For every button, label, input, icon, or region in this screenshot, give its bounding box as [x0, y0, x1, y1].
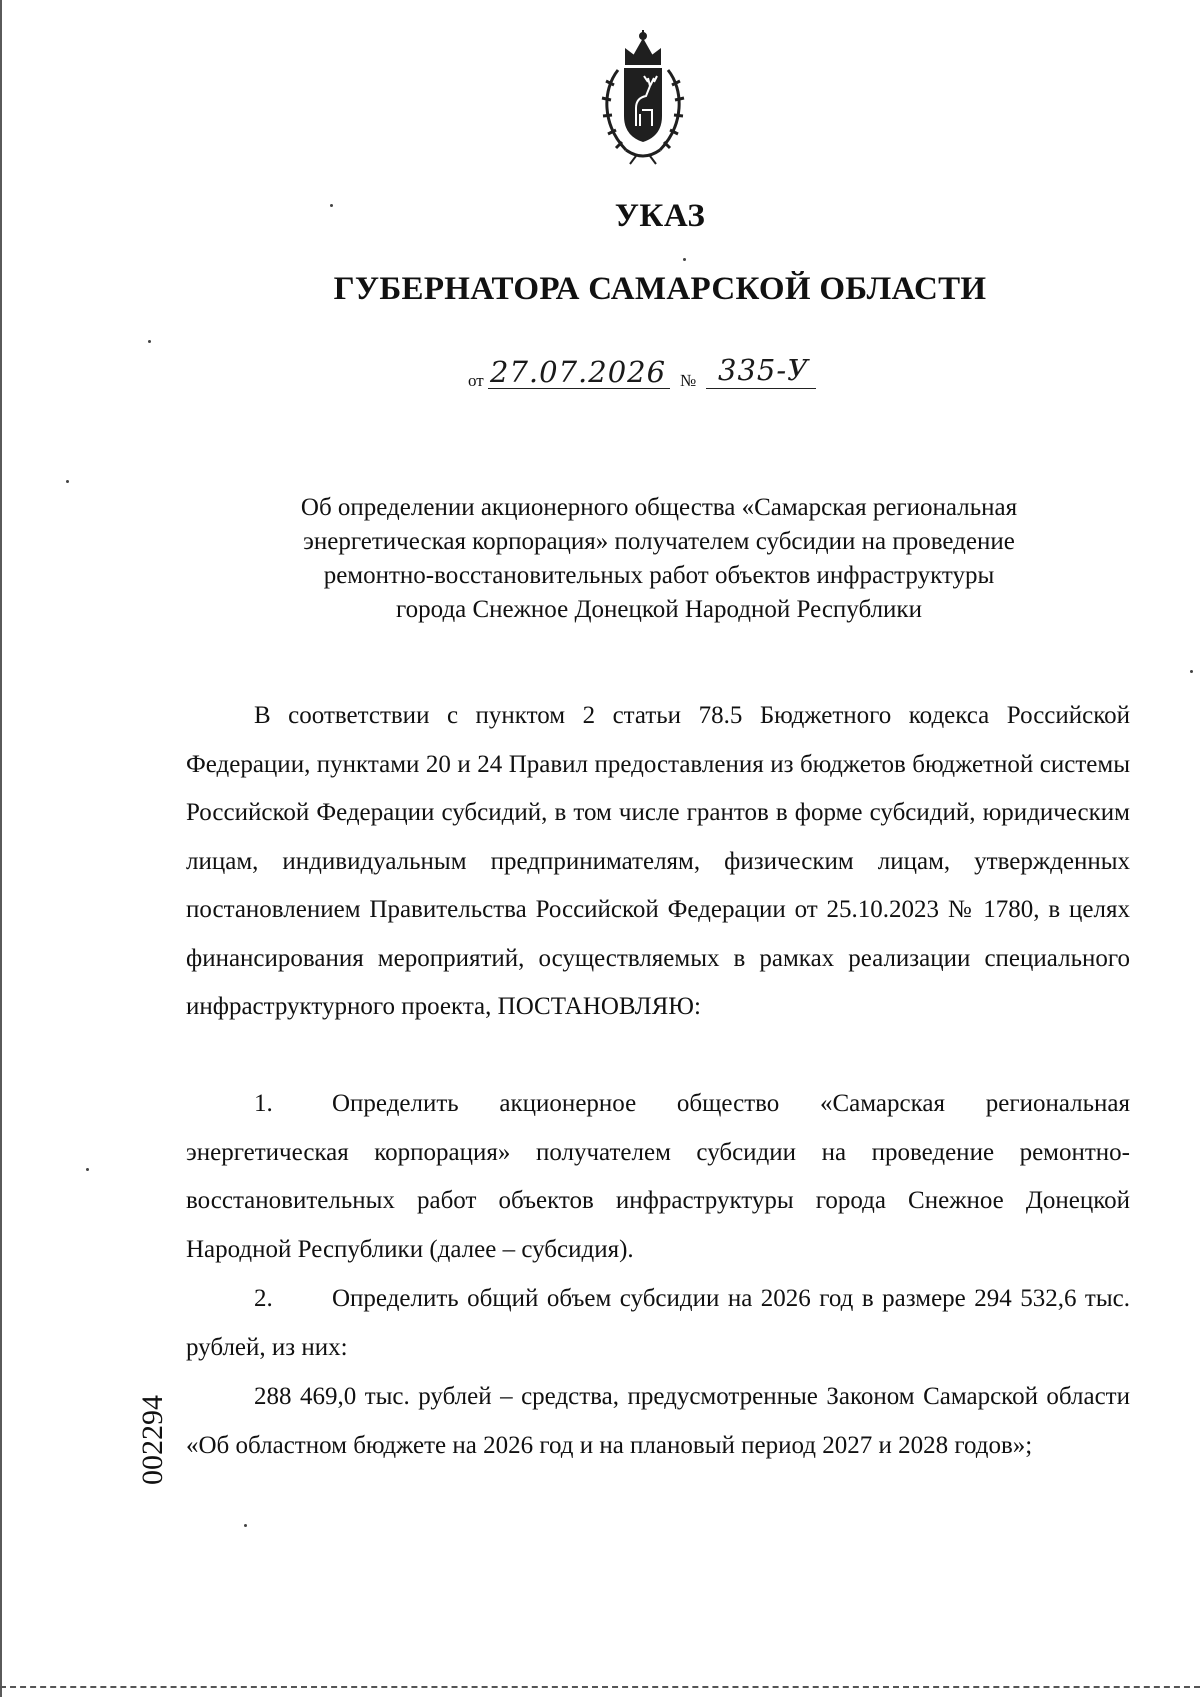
date-handwritten: 27.07.2026 [490, 355, 667, 389]
subject-line: энергетическая корпорация» получателем субсидии на проведение [303, 528, 1015, 555]
scan-speck [683, 258, 686, 261]
decree-subtitle: ГУБЕРНАТОРА САМАРСКОЙ ОБЛАСТИ [333, 271, 987, 307]
item-1-text: Определить акционерное общество «Самарская региональная энергетическая корпорация» получателем субсидии на проведение ремонтно-восстановительных работ объектов инфраструктуры города Снежное Донецкой Народной Республики (далее – субсидия). [186, 1090, 1130, 1263]
item-2-text: Определить общий объем субсидии на 2026 год в размере 294 532,6 тыс. рублей, из них: [186, 1285, 1130, 1361]
preamble-paragraph: В соответствии с пунктом 2 статьи 78.5 Бюджетного кодекса Российской Федерации, пунктами 20 и 24 Правил предоставления из бюджетов бюджетной системы Российской Федерации субсидий, в том числе грантов в форме субсидий, юридическим лицам, индивидуальным предпринимателям, физическим лицам, утвержденных постановлением Правительства Российской Федерации от 25.10.2023 № 1780, в целях финансирования мероприятий, осуществляемых в рамках реализации специального инфраструктурного проекта, ПОСТАНОВЛЯЮ: [186, 702, 1130, 1020]
decree-title: УКАЗ [614, 198, 706, 234]
scan-speck [86, 1168, 89, 1171]
scan-speck [66, 480, 69, 483]
item-1-paragraph [186, 1080, 1130, 1274]
scan-speck [330, 204, 333, 207]
coat-of-arms-icon [596, 30, 690, 166]
scan-speck [1190, 670, 1193, 673]
subject-line: Об определении акционерного общества «Самарская региональная [300, 494, 1018, 521]
item-1-number: 1. [254, 1090, 273, 1117]
number-underline [706, 388, 816, 389]
decree-subject [200, 491, 1118, 627]
item-2-paragraph [186, 1275, 1130, 1372]
subject-line: ремонтно-восстановительных работ объектов инфраструктуры [323, 562, 995, 589]
scan-left-border [0, 0, 2, 1697]
date-underline [488, 388, 670, 389]
date-number-line [468, 355, 868, 395]
margin-serial-number [133, 1385, 173, 1495]
number-handwritten: 335-У [718, 353, 810, 387]
scan-bottom-dashes [0, 1686, 1200, 1688]
number-prefix: № [680, 371, 697, 390]
item-2-number: 2. [254, 1285, 273, 1312]
date-prefix: от [468, 371, 484, 390]
scan-speck [244, 1524, 247, 1527]
scan-speck [148, 340, 151, 343]
item-2-subparagraph: 288 469,0 тыс. рублей – средства, предусмотренные Законом Самарской области «Об областном бюджете на 2026 год и на плановый период 2027 и 2028 годов»; [186, 1383, 1130, 1459]
serial-number-text: 002294 [136, 1395, 169, 1485]
subject-line: города Снежное Донецкой Народной Республики [396, 596, 922, 623]
